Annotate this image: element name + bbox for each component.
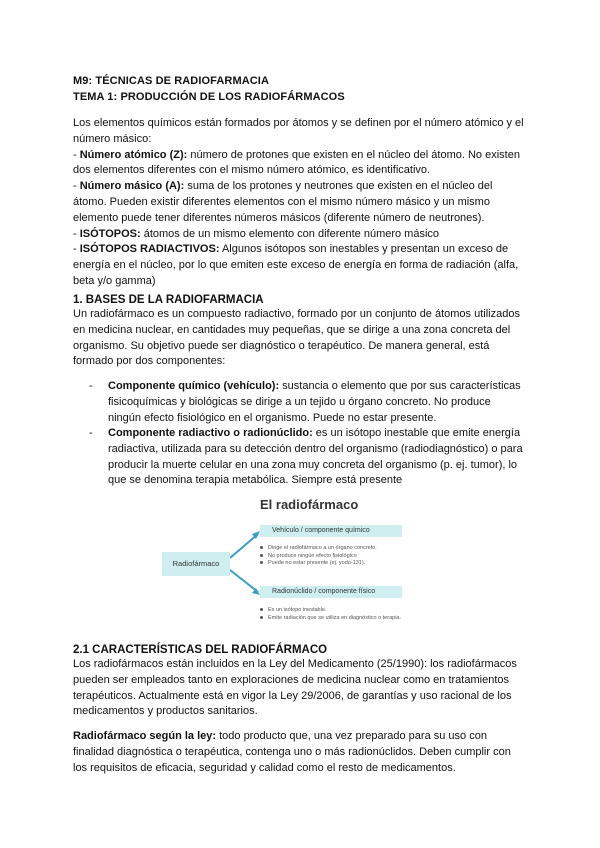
text-line: Los radiofármacos están incluidos en la Ley del Medicamento (25/1990): los radiofármacos — [73, 658, 517, 670]
section-1-paragraph — [73, 307, 533, 370]
text-line: beta y/o gamma) — [73, 274, 156, 287]
text-line: en medicina nuclear, en cantidades muy pequeñas, que se dirige a una zona concreta del — [73, 323, 511, 336]
list-item: Puede no estar presente (ej. yodo-131). — [260, 560, 377, 568]
def-isotopes: - ISÓTOPOS: átomos de un mismo elemento con diferente número másico — [73, 227, 440, 240]
section-1-heading: 1. BASES DE LA RADIOFARMACIA — [73, 294, 264, 306]
document-title — [73, 74, 533, 106]
text-line: organismo. Su objetivo puede ser diagnóstico o terapéutico. De manera general, está — [73, 339, 490, 352]
arrow-to-vehicle — [230, 534, 258, 558]
list-item: Es un isótopo inestable. — [260, 607, 401, 615]
section-2-paragraph — [73, 657, 533, 720]
text-line: pueden ser empleados tanto en exploraciones de medicina nuclear como en tratamientos — [73, 673, 509, 686]
text-line: número másico: — [73, 132, 152, 145]
text-line: finalidad diagnóstica o terapéutica, contenga uno o más radionúclidos. Deben cumplir con — [73, 745, 511, 758]
text-line: terapéuticos. Actualmente está en vigor la Ley 29/2006, de garantías y uso racional de los — [73, 689, 512, 702]
text-line: elemento puede tener diferentes números másicos (diferente número de neutrones). — [73, 211, 485, 224]
intro-paragraph — [73, 116, 533, 290]
text-line: los requisitos de eficacia, seguridad y calidad como el resto de medicamentos. — [73, 761, 456, 774]
vehicle-box: Vehículo / componente químico — [260, 525, 402, 537]
radionuclide-box: Radionúclido / componente físico — [260, 586, 402, 598]
radiopharmaceutical-box: Radiofármaco — [162, 552, 230, 576]
vehicle-list — [260, 545, 377, 568]
def-atomic-number: - Número atómico (Z): número de protones que existen en el núcleo del átomo. No existen — [73, 148, 520, 161]
def-radioactive-isotopes: - ISÓTOPOS RADIACTIVOS: Algunos isótopos son inestables y presentan un exceso de — [73, 243, 509, 256]
text-line: Los elementos químicos están formados por átomos y se definen por el número atómico y el — [73, 117, 524, 129]
bullet-radioactive-component: - Componente radiactivo o radionúclido: es un isótopo inestable que emite energía radiactiva, utilizada para su detección dentro del organismo (radiodiagnóstico) o para producir la muerte celular en una zona muy concreta del organismo (p. ej. tumor), lo que se denomina terapia metabólica. Siempre está presente — [89, 427, 523, 487]
topic-title: TEMA 1: PRODUCCIÓN DE LOS RADIOFÁRMACOS — [73, 90, 345, 103]
text-line: energía en el núcleo, por lo que emiten este exceso de energía en forma de radiación (alfa, — [73, 259, 519, 272]
list-item: Emite radiación que se utiliza en diagnóstico o terapia. — [260, 615, 401, 623]
bullet-chemical-component: - Componente químico (vehículo): sustancia o elemento que por sus características fisicoquímicas y biológicas se dirige a un tejido u órgano concreto. No produce ningún efecto fisiológico en el organismo. Puede no estar presente. — [89, 380, 521, 424]
list-item: Dirige el radiofármaco a un órgano concreto. — [260, 545, 377, 553]
text-line: medicamentos y productos sanitarios. — [73, 705, 258, 718]
law-definition-paragraph: Radiofármaco según la ley: todo producto que, una vez preparado para su uso con finalidad diagnóstica o terapéutica, contenga uno o más radionúclidos. Deben cumplir con los requisitos de eficacia, seguridad y calidad como el resto de medicamentos. — [73, 729, 533, 776]
arrow-to-radionuclide — [230, 570, 258, 592]
def-mass-number: - Número másico (A): suma de los protones y neutrones que existen en el núcleo del — [73, 180, 493, 193]
text-line: átomo. Pueden existir diferentes elementos con el mismo número másico y un mismo — [73, 195, 490, 208]
radiopharmaceutical-diagram — [160, 492, 460, 640]
text-line: dos elementos diferentes con el mismo número atómico, es identificativo. — [73, 164, 431, 177]
text-line: formado por dos componentes: — [73, 355, 226, 368]
module-title: M9: TÉCNICAS DE RADIOFARMACIA — [73, 75, 270, 87]
list-item: No produce ningún efecto fisiológico — [260, 553, 377, 561]
section-2-heading: 2.1 CARACTERÍSTICAS DEL RADIOFÁRMACO — [73, 644, 328, 656]
text-line: Un radiofármaco es un compuesto radiactivo, formado por un conjunto de átomos utilizados — [73, 308, 520, 320]
radionuclide-list — [260, 607, 401, 622]
diagram-title: El radiofármaco — [260, 497, 359, 512]
